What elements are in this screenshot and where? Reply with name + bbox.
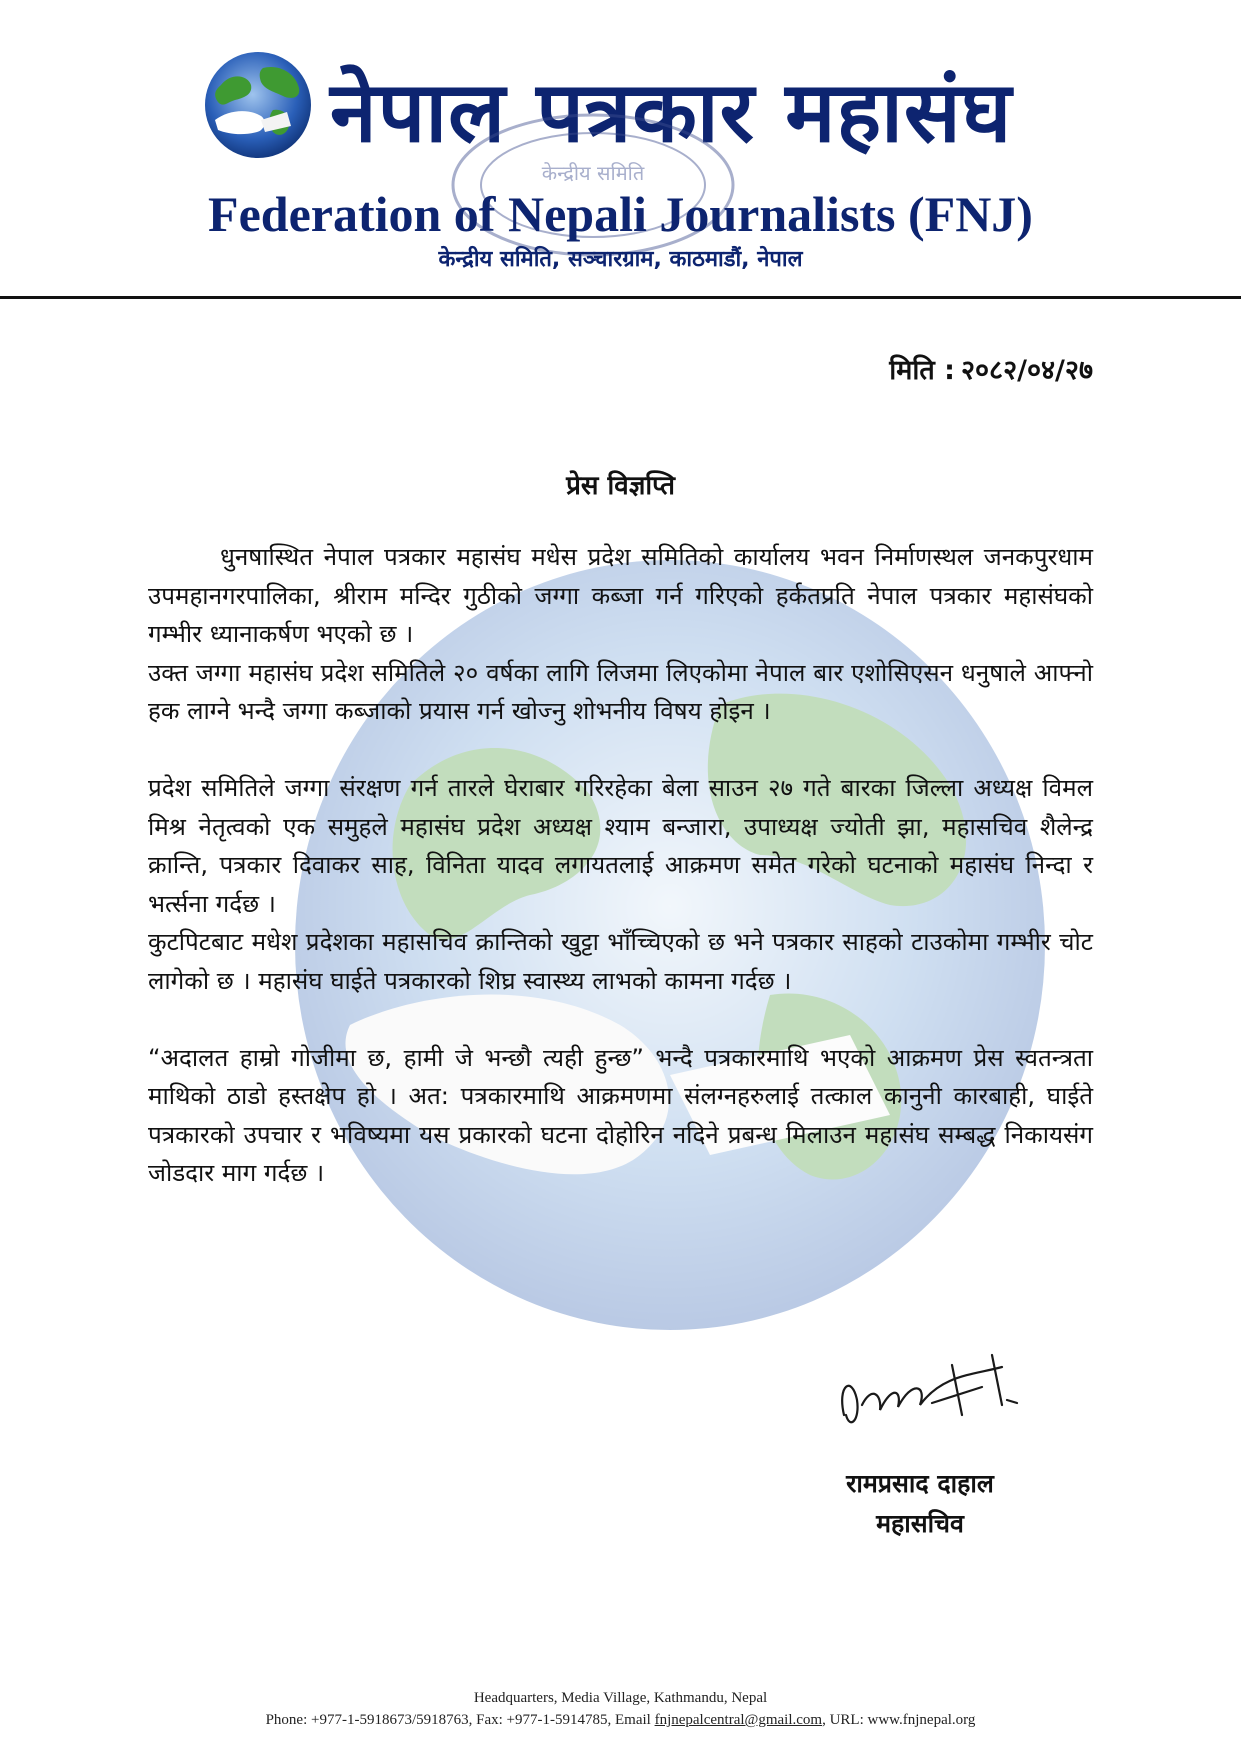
document-title: प्रेस विज्ञप्ति	[566, 471, 675, 501]
footer-phone-fax: Phone: +977-1-5918673/5918763, Fax: +977-1-5914785, Email	[265, 1712, 651, 1728]
signatory-title: महासचिव	[876, 1509, 964, 1538]
date-label: मिति :	[889, 355, 955, 386]
org-address: केन्द्रीय समिति, सञ्चारग्राम, काठमाडौं, नेपाल	[438, 247, 803, 272]
paragraph-1: धुनषास्थित नेपाल पत्रकार महासंघ मधेस प्रदेश समितिको कार्यालय भवन निर्माणस्थल जनकपुरधाम उपमहानगरपालिका, श्रीराम मन्दिर गुठीको जग्गा कब्जा गर्न गरिएको हर्कतप्रति नेपाल पत्रकार महासंघको गम्भीर ध्यानाकर्षण भएको छ ।	[148, 543, 1093, 649]
footer-contact	[0, 1712, 1241, 1729]
header-divider	[0, 296, 1241, 299]
paragraph-3: प्रदेश समितिले जग्गा संरक्षण गर्न तारले घेराबार गरिरहेका बेला साउन २७ गते बारका जिल्ला अध्यक्ष विमल मिश्र नेतृत्वको एक समुहले महासंघ प्रदेश अध्यक्ष श्याम बन्जारा, उपाध्यक्ष ज्योती झा, महासचिव शैलेन्द्र क्रान्ति, पत्रकार दिवाकर साह, विनिता यादव लगायतलाई आक्रमण समेत गरेको घटनाको महासंघ निन्दा र भर्त्सना गर्दछ ।	[148, 773, 1093, 918]
org-name-nepali: नेपाल पत्रकार महासंघ	[330, 63, 1013, 161]
paragraph-2: उक्त जग्गा महासंघ प्रदेश समितिले २० वर्षका लागि लिजमा लिएकोमा नेपाल बार एशोसिएसन धनुषाले आफ्नो हक लाग्ने भन्दै जग्गा कब्जाको प्रयास गर्न खोज्नु शोभनीय विषय होइन ।	[148, 658, 1093, 726]
press-release-body	[148, 538, 1093, 1193]
org-name-english: Federation of Nepali Journalists (FNJ)	[208, 186, 1033, 242]
svg-text:केन्द्रीय समिति: केन्द्रीय समिति	[541, 161, 645, 185]
signatory-name: रामप्रसाद दाहाल	[846, 1469, 994, 1498]
footer-address: Headquarters, Media Village, Kathmandu, Nepal	[473, 1690, 768, 1706]
handwritten-signature	[832, 1345, 1032, 1445]
date-line	[889, 350, 1093, 387]
footer-url[interactable]: , URL: www.fnjnepal.org	[822, 1712, 976, 1728]
paragraph-5: “अदालत हाम्रो गोजीमा छ, हामी जे भन्छौ त्यही हुन्छ” भन्दै पत्रकारमाथि भएको आक्रमण प्रेस स्वतन्त्रता माथिको ठाडो हस्तक्षेप हो । अत: पत्रकारमाथि आक्रमणमा संलग्नहरुलाई तत्काल कानुनी कारबाही, घाईते पत्रकारको उपचार र भविष्यमा यस प्रकारको घटना दोहोरिन नदिने प्रबन्ध मिलाउन महासंघ सम्बद्ध निकायसंग जोडदार माग गर्दछ ।	[148, 1043, 1093, 1188]
globe-dove-logo-icon	[203, 50, 313, 160]
paragraph-4: कुटपिटबाट मधेश प्रदेशका महासचिव क्रान्तिको खुट्टा भाँच्चिएको छ भने पत्रकार साहको टाउकोमा गम्भीर चोट लागेको छ । महासंघ घाईते पत्रकारको शिघ्र स्वास्थ्य लाभको कामना गर्दछ ।	[148, 928, 1093, 995]
footer-email-link[interactable]: fnjnepalcentral@gmail.com	[654, 1712, 823, 1728]
date-value: २०८२/०४/२७	[960, 355, 1093, 386]
